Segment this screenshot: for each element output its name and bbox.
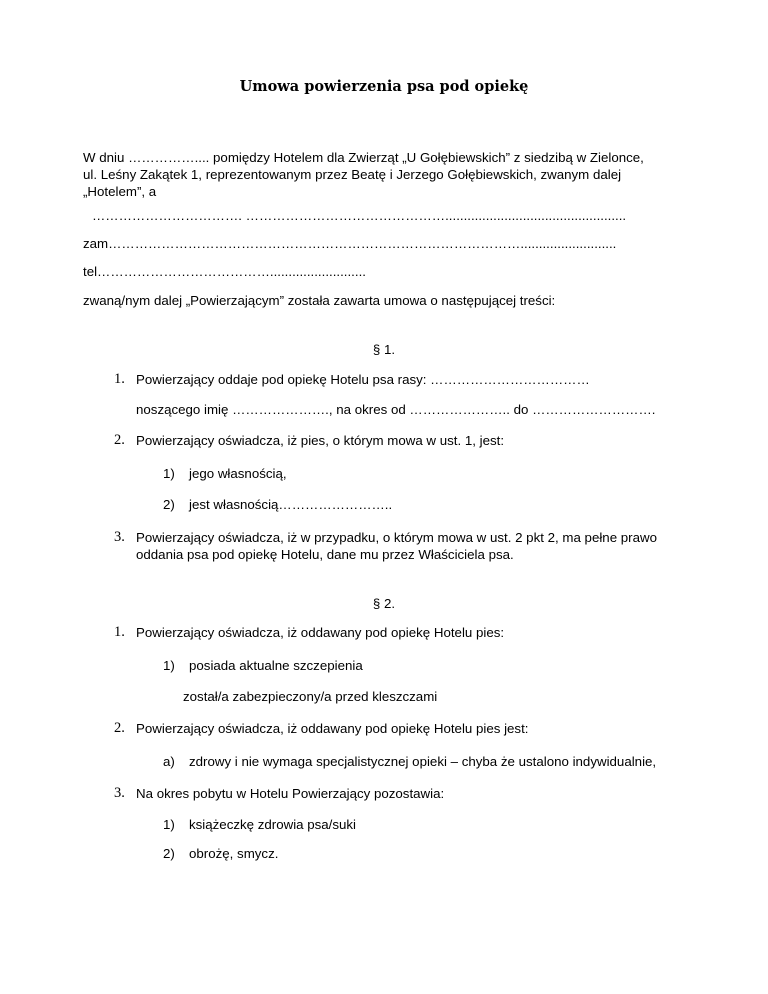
document-title: Umowa powierzenia psa pod opiekę: [239, 78, 529, 95]
s2-sub-a-number: a): [163, 754, 175, 769]
s2-item-2-number: 2.: [114, 720, 125, 736]
s2-item-2-text: Powierzający oświadcza, iż oddawany pod opiekę Hotelu pies jest:: [136, 721, 529, 736]
s1-item-3-line-1: Powierzający oświadcza, iż w przypadku, o którym mowa w ust. 2 pkt 2, ma pełne prawo: [136, 530, 658, 545]
s2-item-1-text: Powierzający oświadcza, iż oddawany pod opiekę Hotelu pies:: [136, 625, 505, 640]
intro-line-1: W dniu …………….... pomiędzy Hotelem dla Zwierząt „U Gołębiewskich” z siedzibą w Zielonce,: [83, 150, 644, 165]
intro-line-2: ul. Leśny Zakątek 1, reprezentowanym przez Beatę i Jerzego Gołębiewskich, zwanym dalej: [83, 167, 622, 182]
s1-item-1-text: Powierzający oddaje pod opiekę Hotelu psa rasy: ………………………………: [136, 372, 590, 387]
s2-sub-1-text: posiada aktualne szczepienia: [189, 658, 363, 673]
s2-item-3-sub-2-text: obrożę, smycz.: [189, 846, 279, 861]
party-phone-field: tel…………………………………..........................: [83, 264, 366, 279]
s1-item-3-line-2: oddania psa pod opiekę Hotelu, dane mu przez Właściciela psa.: [136, 547, 514, 562]
party-designation: zwaną/nym dalej „Powierzającym” została zawarta umowa o następującej treści:: [83, 293, 556, 308]
s2-item-3-sub-1-text: książeczkę zdrowia psa/suki: [189, 817, 357, 832]
s2-item-3-text: Na okres pobytu w Hotelu Powierzający pozostawia:: [136, 786, 445, 801]
section-1-heading: § 1.: [372, 342, 396, 357]
s1-sub-1-number: 1): [163, 466, 175, 481]
s1-item-2-number: 2.: [114, 432, 125, 448]
s2-item-3-sub-2-number: 2): [163, 846, 175, 861]
intro-line-3: „Hotelem”, a: [83, 184, 157, 199]
s2-sub-1-number: 1): [163, 658, 175, 673]
section-2-heading: § 2.: [372, 596, 396, 611]
s1-item-3-number: 3.: [114, 529, 125, 545]
s1-sub-1-text: jego własnością,: [189, 466, 287, 481]
s2-item-3-number: 3.: [114, 785, 125, 801]
s2-item-3-sub-1-number: 1): [163, 817, 175, 832]
party-name-field: ……………………………. ……………………………………….................................................: [92, 208, 627, 223]
s1-item-1-number: 1.: [114, 371, 125, 387]
s2-sub-1-continuation: został/a zabezpieczony/a przed kleszczami: [183, 689, 438, 704]
party-address-field: zam…………………………………………………………………………………..........................: [83, 236, 617, 251]
s2-sub-a-text: zdrowy i nie wymaga specjalistycznej opieki – chyba że ustalono indywidualnie,: [189, 754, 657, 769]
s2-item-1-number: 1.: [114, 624, 125, 640]
s1-sub-2-text: jest własnością……………………..: [189, 497, 393, 512]
s1-sub-2-number: 2): [163, 497, 175, 512]
s1-item-1-continuation: noszącego imię …………………., na okres od ………………….. do ……………………….: [136, 402, 656, 417]
s1-item-2-text: Powierzający oświadcza, iż pies, o którym mowa w ust. 1, jest:: [136, 433, 505, 448]
